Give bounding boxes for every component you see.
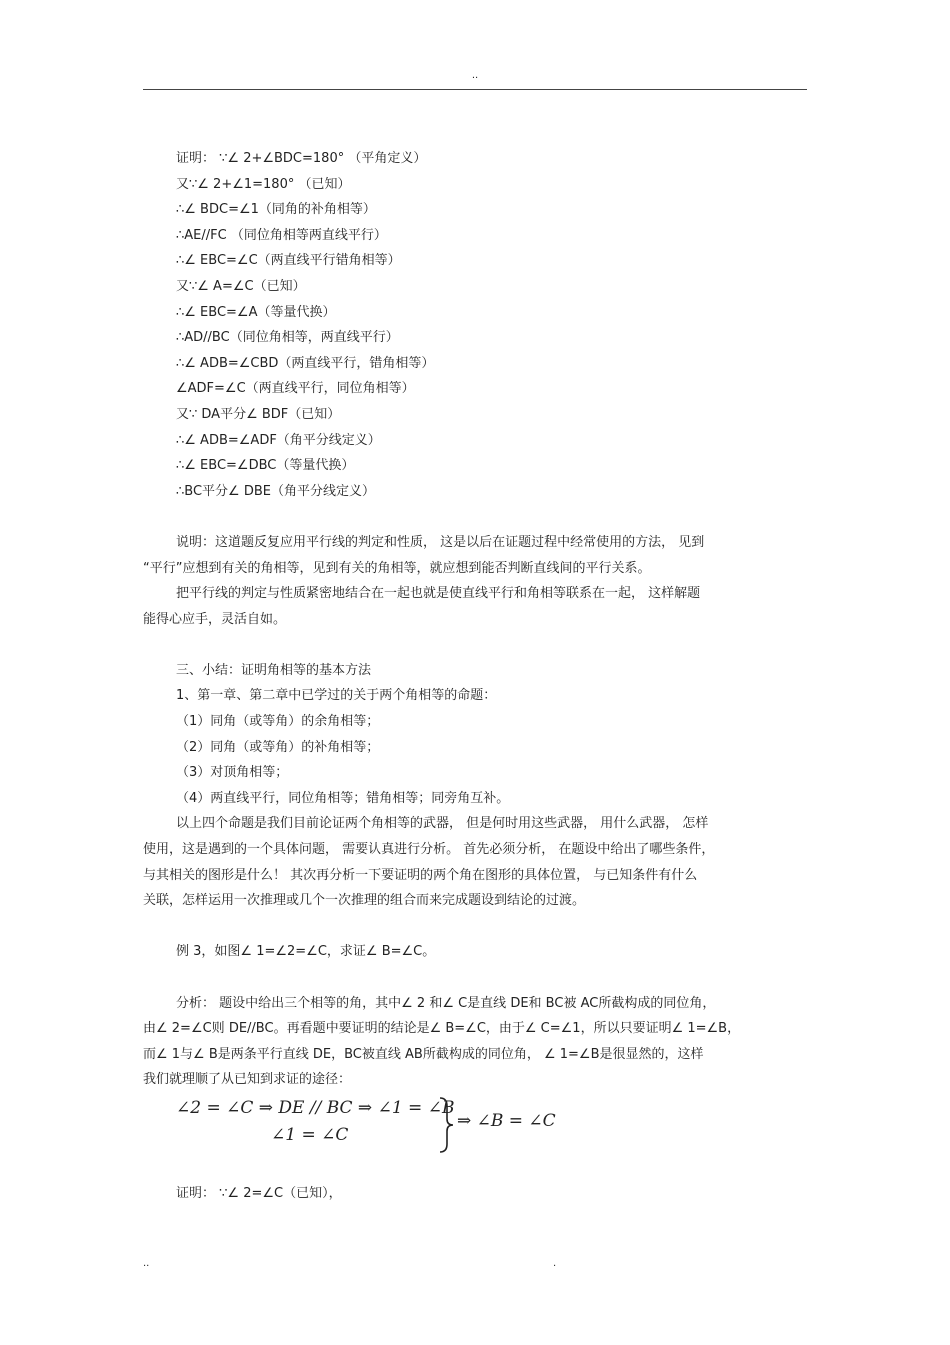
- formula-result: ⇒ ∠B = ∠C: [457, 1110, 556, 1131]
- right-brace-icon: [438, 1097, 454, 1153]
- formula-line-1: ∠2 = ∠C ⇒ DE // BC ⇒ ∠1 = ∠B: [176, 1097, 455, 1118]
- note-line: 能得心应手，灵活自如。: [143, 611, 287, 627]
- summary-paragraph: 以上四个命题是我们目前论证两个角相等的武器， 但是何时用这些武器， 用什么武器， 怎样: [176, 816, 709, 832]
- analysis-line: 而∠ 1与∠ B是两条平行直线 DE，BC被直线 AB所截构成的同位角， ∠ 1=∠B是很显然的，这样: [143, 1046, 704, 1062]
- proof-start-line: 证明： ∵∠ 2=∠C（已知），: [176, 1185, 342, 1201]
- proof-line: ∴∠ EBC=∠A（等量代换）: [176, 304, 336, 320]
- proof-line: 证明： ∵∠ 2+∠BDC=180° （平角定义）: [176, 151, 427, 166]
- summary-section: [143, 658, 807, 914]
- proposition: （3）对顶角相等；: [176, 765, 289, 781]
- formula-line-2: ∠1 = ∠C: [271, 1124, 349, 1145]
- proof-block-1: [143, 146, 807, 504]
- page-body: [143, 146, 807, 1207]
- summary-paragraph: 关联，怎样运用一次推理或几个一次推理的组合而来完成题设到结论的过渡。: [143, 893, 586, 909]
- analysis-line: 分析： 题设中给出三个相等的角，其中∠ 2 和∠ C是直线 DE和 BC被 AC所截构成的同位角，: [176, 995, 716, 1011]
- proof-line: 又∵∠ A=∠C（已知）: [176, 278, 306, 294]
- header-rule: [143, 89, 807, 90]
- proof-line: ∠ADF=∠C（两直线平行，同位角相等）: [176, 381, 415, 397]
- analysis-line: 我们就理顺了从已知到求证的途径：: [143, 1072, 352, 1088]
- analysis-paragraph: [143, 991, 807, 1093]
- note-line: 说明：这道题反复应用平行线的判定和性质， 这是以后在证题过程中经常使用的方法， 见到: [176, 534, 705, 550]
- footer-left-mark: ..: [143, 1258, 150, 1269]
- proof-line: ∴∠ EBC=∠DBC（等量代换）: [176, 458, 355, 474]
- section-title: 三、小结：证明角相等的基本方法: [176, 662, 372, 678]
- proof-line: ∴∠ BDC=∠1（同角的补角相等）: [176, 202, 376, 218]
- example-statement: 例 3，如图∠ 1=∠2=∠C，求证∠ B=∠C。: [176, 944, 436, 960]
- proof-line: ∴AE//FC （同位角相等两直线平行）: [176, 227, 387, 243]
- reasoning-formula: [143, 1097, 807, 1163]
- header-mark: ..: [471, 70, 479, 81]
- proof-line: ∴∠ EBC=∠C（两直线平行错角相等）: [176, 253, 401, 269]
- proposition: （4）两直线平行，同位角相等；错角相等；同旁角互补。: [176, 790, 510, 806]
- note-paragraph: [143, 530, 807, 632]
- note-line: “平行”应想到有关的角相等，见到有关的角相等，就应想到能否判断直线间的平行关系。: [143, 560, 651, 576]
- proposition: （1）同角（或等角）的余角相等；: [176, 714, 380, 730]
- proof-line: ∴BC平分∠ DBE（角平分线定义）: [176, 483, 375, 499]
- proof-line: 又∵ DA平分∠ BDF（已知）: [176, 406, 341, 422]
- proof-line: ∴∠ ADB=∠CBD（两直线平行，错角相等）: [176, 355, 435, 371]
- summary-paragraph: 与其相关的图形是什么！ 其次再分析一下要证明的两个角在图形的具体位置， 与已知条件有什么: [143, 867, 698, 883]
- analysis-line: 由∠ 2=∠C则 DE//BC。再看题中要证明的结论是∠ B=∠C，由于∠ C=∠1，所以只要证明∠ 1=∠B，: [143, 1021, 741, 1037]
- footer-right-mark: .: [553, 1258, 557, 1269]
- summary-item: 1、第一章、第二章中已学过的关于两个角相等的命题：: [176, 688, 497, 704]
- proof-line: 又∵∠ 2+∠1=180° （已知）: [176, 176, 351, 192]
- summary-paragraph: 使用，这是遇到的一个具体问题， 需要认真进行分析。 首先必须分析， 在题设中给出了哪些条件，: [143, 842, 715, 858]
- note-line: 把平行线的判定与性质紧密地结合在一起也就是使直线平行和角相等联系在一起， 这样解题: [176, 586, 701, 602]
- proposition: （2）同角（或等角）的补角相等；: [176, 739, 380, 755]
- proof-line: ∴AD//BC（同位角相等，两直线平行）: [176, 330, 399, 346]
- proof-line: ∴∠ ADB=∠ADF（角平分线定义）: [176, 432, 381, 448]
